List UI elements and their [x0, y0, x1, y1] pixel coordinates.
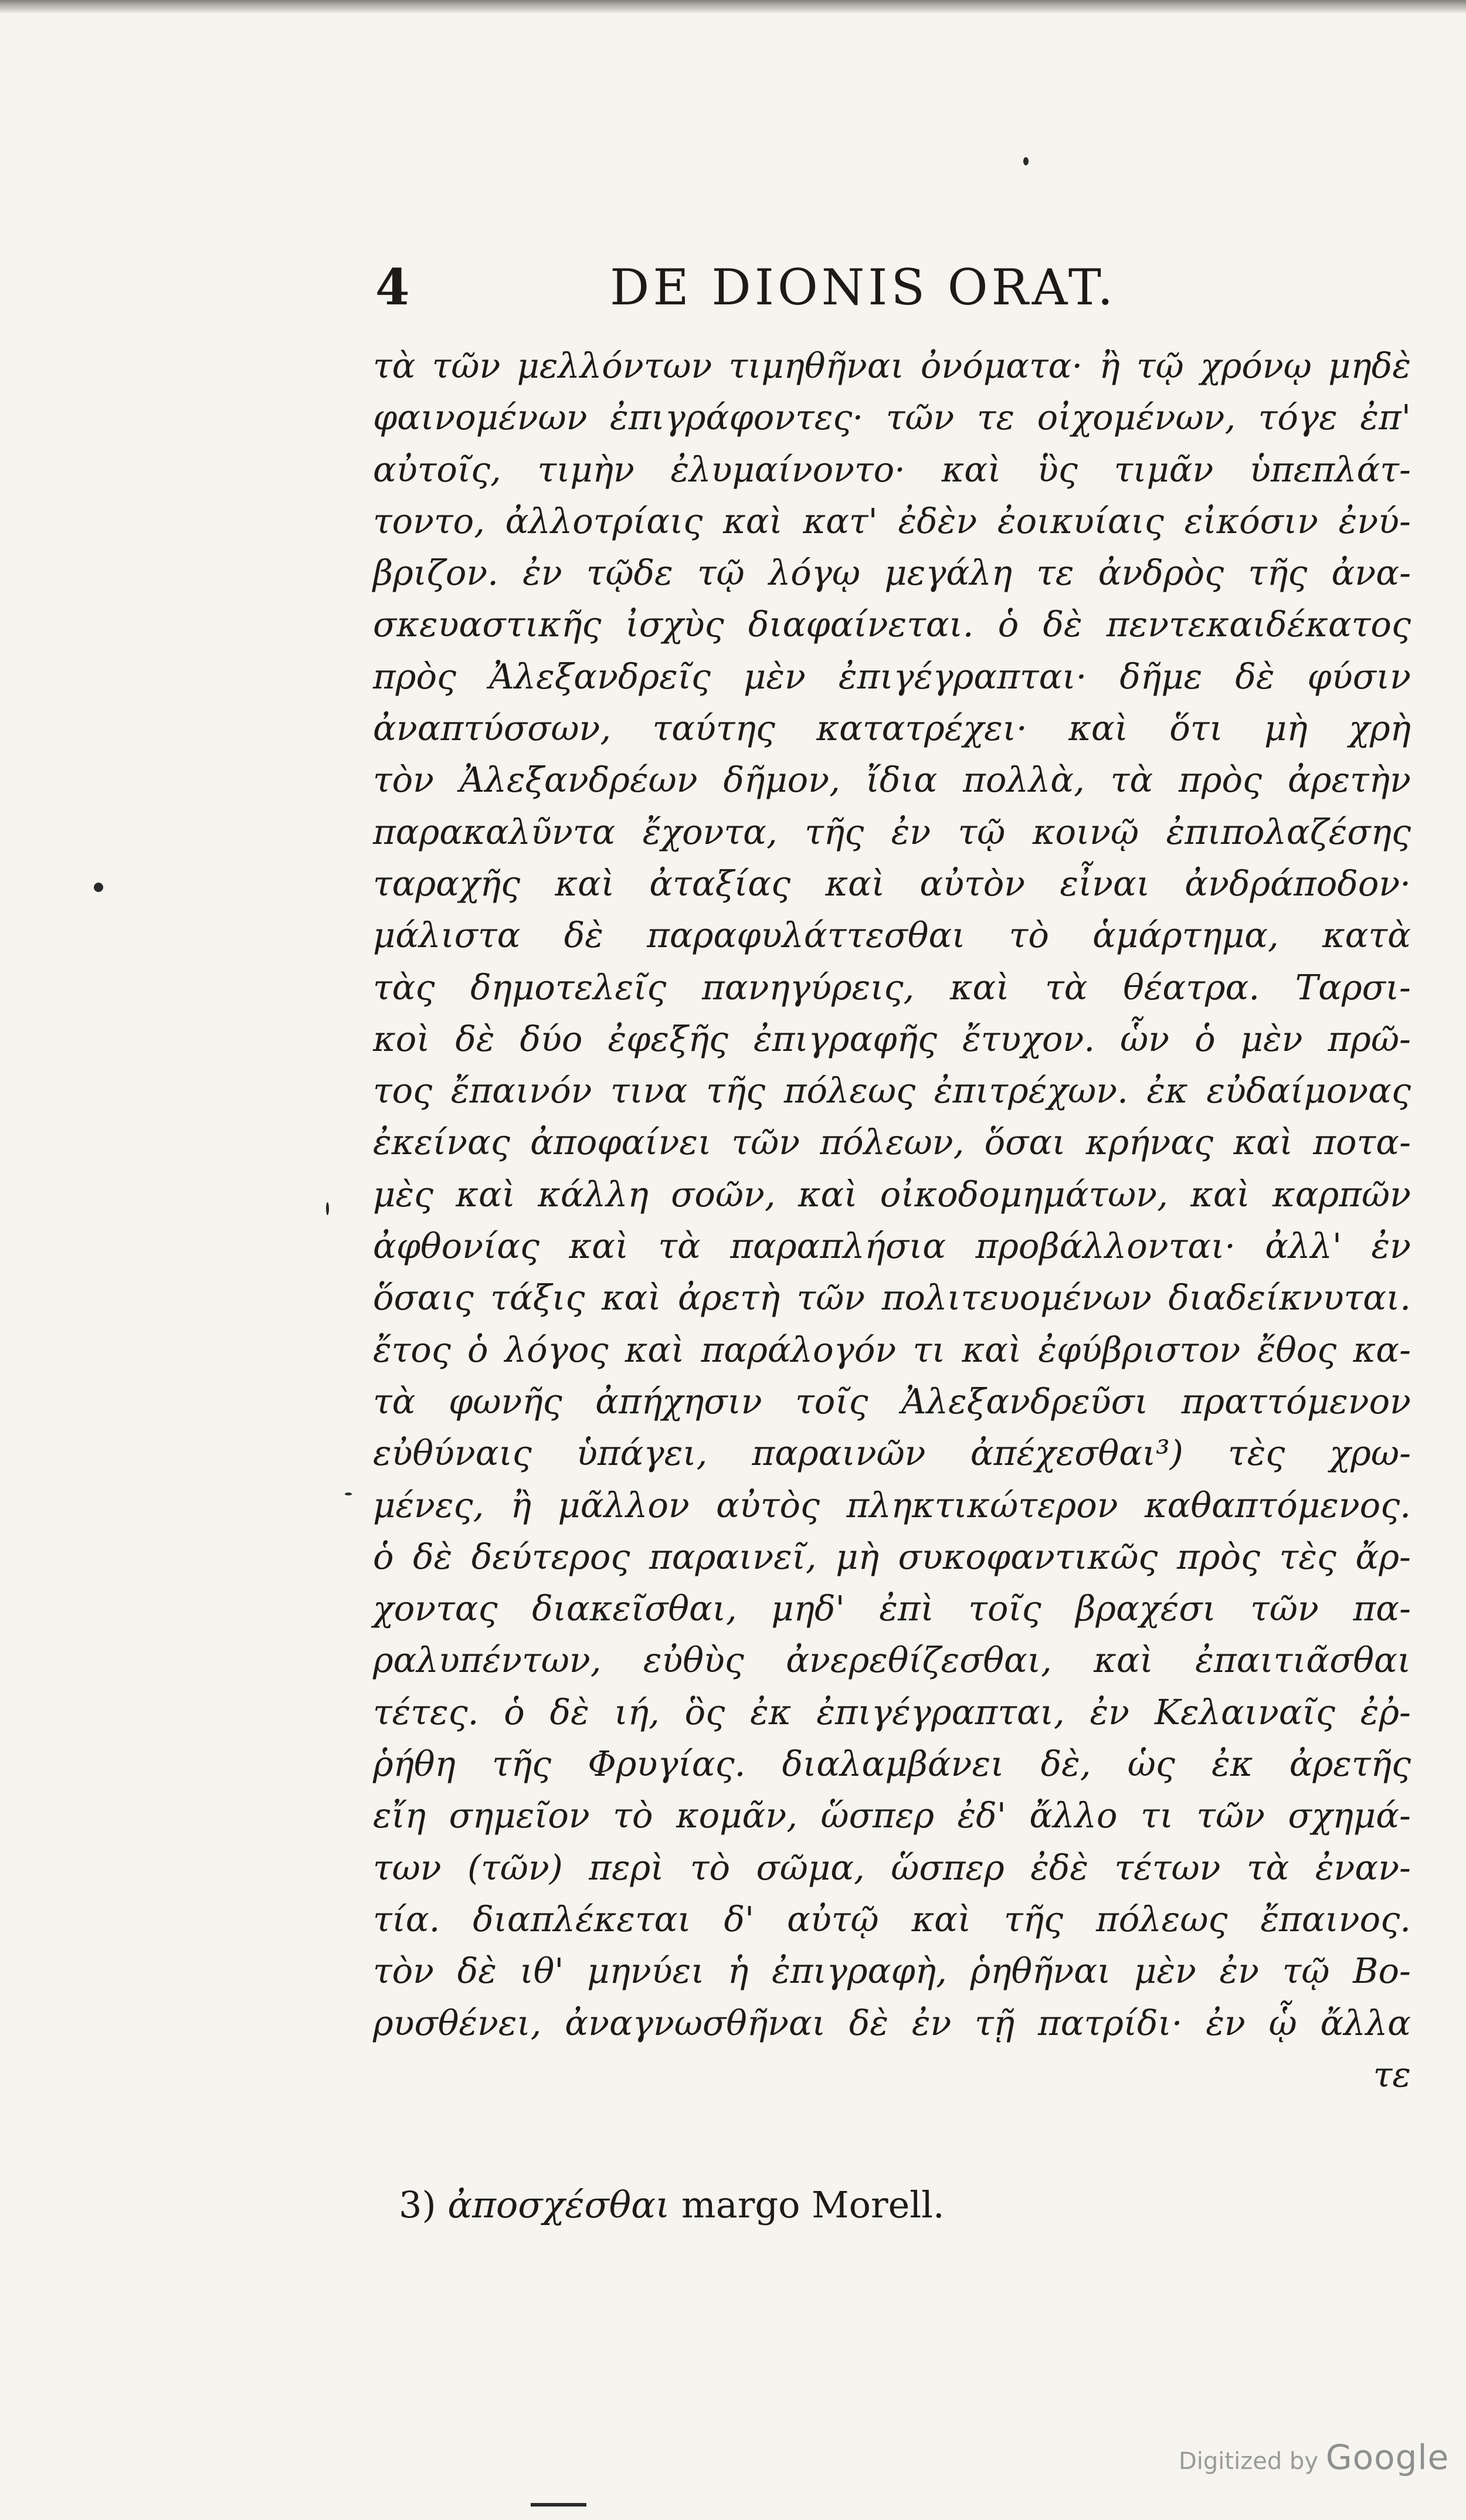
- text-line: ἔτος ὁ λόγος καὶ παράλογόν τι καὶ ἐφύβριστον ἔθος κα-: [373, 1329, 1411, 1370]
- watermark-prefix: Digitized by: [1179, 2448, 1318, 2475]
- text-line: χοντας διακεῖσθαι, μηδ' ἐπὶ τοῖς βραχέσι τῶν πα-: [373, 1588, 1411, 1629]
- page-bottom-mark: [531, 2503, 586, 2507]
- text-line: βριζον. ἐν τῷδε τῷ λόγῳ μεγάλη τε ἀνδρὸς τῆς ἀνα-: [373, 552, 1411, 593]
- ink-speck: [1023, 157, 1029, 165]
- text-line: πρὸς Ἀλεξανδρεῖς μὲν ἐπιγέγραπται· δῆμε δὲ φύσιν: [373, 656, 1411, 697]
- google-logo: Google: [1325, 2437, 1450, 2477]
- text-line: παρακαλῦντα ἔχοντα, τῆς ἐν τῷ κοινῷ ἐπιπολαζέσης: [373, 811, 1411, 852]
- ink-speck: [345, 1493, 352, 1495]
- text-line: ἐκείνας ἀποφαίνει τῶν πόλεων, ὅσαι κρήνας καὶ ποτα-: [373, 1122, 1411, 1163]
- text-line: ἀναπτύσσων, ταύτης κατατρέχει· καὶ ὅτι μὴ χρὴ: [373, 708, 1411, 749]
- text-line: τος ἔπαινόν τινα τῆς πόλεως ἐπιτρέχων. ἐκ εὐδαίμονας: [373, 1070, 1411, 1111]
- ink-speck: [326, 1202, 329, 1215]
- footnote-latin: margo Morell.: [681, 2183, 945, 2226]
- text-line: σκευαστικῆς ἰσχὺς διαφαίνεται. ὁ δὲ πεντεκαιδέκατος: [373, 604, 1411, 645]
- text-line: φαινομένων ἐπιγράφοντες· τῶν τε οἰχομένων, τόγε ἐπ': [373, 397, 1411, 438]
- footnote-greek: ἀποσχέσθαι: [447, 2183, 670, 2226]
- text-line: τὸν Ἀλεξανδρέων δῆμον, ἴδια πολλὰ, τὰ πρὸς ἀρετὴν: [373, 759, 1411, 801]
- catchword: τε: [1373, 2054, 1411, 2095]
- text-line: ἀφθονίας καὶ τὰ παραπλήσια προβάλλονται· ἀλλ' ἐν: [373, 1226, 1411, 1267]
- text-line: εἴη σημεῖον τὸ κομᾶν, ὥσπερ ἐδ' ἄλλο τι τῶν σχημά-: [373, 1795, 1411, 1836]
- text-line: ῥήθη τῆς Φρυγίας. διαλαμβάνει δὲ, ὡς ἐκ ἀρετῆς: [373, 1744, 1411, 1785]
- text-line: τὸν δὲ ιθ' μηνύει ἡ ἐπιγραφὴ, ῥηθῆναι μὲν ἐν τῷ Βο-: [373, 1951, 1411, 1992]
- digitized-watermark: [1179, 2437, 1450, 2479]
- main-text: [373, 340, 1411, 2101]
- text-line: ρυσθένει, ἀναγνωσθῆναι δὲ ἐν τῇ πατρίδι· ἐν ᾧ ἄλλα: [373, 2002, 1411, 2043]
- text-line: τὰ τῶν μελλόντων τιμηθῆναι ὀνόματα· ἢ τῷ χρόνῳ μηδὲ: [373, 345, 1411, 386]
- text-line: τέτες. ὁ δὲ ιή, ὃς ἐκ ἐπιγέγραπται, ἐν Κελαιναῖς ἐῤ-: [373, 1691, 1411, 1732]
- text-line: κοὶ δὲ δύο ἐφεξῆς ἐπιγραφῆς ἔτυχον. ὧν ὁ μὲν πρῶ-: [373, 1018, 1411, 1059]
- text-line: τὰ φωνῆς ἀπήχησιν τοῖς Ἀλεξανδρεῦσι πραττόμενον: [373, 1381, 1411, 1422]
- footnote-marker: 3): [399, 2183, 436, 2226]
- text-line: μένες, ἢ μᾶλλον αὐτὸς πληκτικώτερον καθαπτόμενος.: [373, 1484, 1411, 1525]
- ink-speck: [94, 883, 103, 892]
- page-number: 4: [375, 258, 410, 316]
- text-line: τοντο, ἀλλοτρίαις καὶ κατ' ἐδὲν ἐοικυίαις εἰκόσιν ἐνύ-: [373, 500, 1411, 541]
- scan-edge: [0, 0, 1466, 13]
- text-line: μάλιστα δὲ παραφυλάττεσθαι τὸ ἁμάρτημα, κατὰ: [373, 915, 1411, 956]
- text-line: αὐτοῖς, τιμὴν ἐλυμαίνοντο· καὶ ὓς τιμᾶν ὑπεπλάτ-: [373, 449, 1411, 490]
- text-line: εὐθύναις ὑπάγει, παραινῶν ἀπέχεσθαι³) τὲς χρω-: [373, 1433, 1411, 1474]
- running-title: DE DIONIS ORAT.: [610, 259, 1117, 316]
- text-line: τὰς δημοτελεῖς πανηγύρεις, καὶ τὰ θέατρα. Ταρσι-: [373, 966, 1411, 1008]
- text-line: των (τῶν) περὶ τὸ σῶμα, ὥσπερ ἐδὲ τέτων τὰ ἐναν-: [373, 1847, 1411, 1888]
- text-line: ραλυπέντων, εὐθὺς ἀνερεθίζεσθαι, καὶ ἐπαιτιᾶσθαι: [373, 1640, 1411, 1681]
- footnote: [399, 2179, 945, 2231]
- text-line: ὅσαις τάξις καὶ ἀρετὴ τῶν πολιτευομένων διαδείκνυται.: [373, 1277, 1411, 1318]
- running-head: [375, 255, 1407, 320]
- text-line: ὁ δὲ δεύτερος παραινεῖ, μὴ συκοφαντικῶς πρὸς τὲς ἄρ-: [373, 1536, 1411, 1577]
- text-line: μὲς καὶ κάλλη σοῶν, καὶ οἰκοδομημάτων, καὶ καρπῶν: [373, 1173, 1411, 1215]
- text-line: ταραχῆς καὶ ἀταξίας καὶ αὐτὸν εἶναι ἀνδράποδον·: [373, 863, 1411, 904]
- text-line: τία. διαπλέκεται δ' αὐτῷ καὶ τῆς πόλεως ἔπαινος.: [373, 1898, 1411, 1939]
